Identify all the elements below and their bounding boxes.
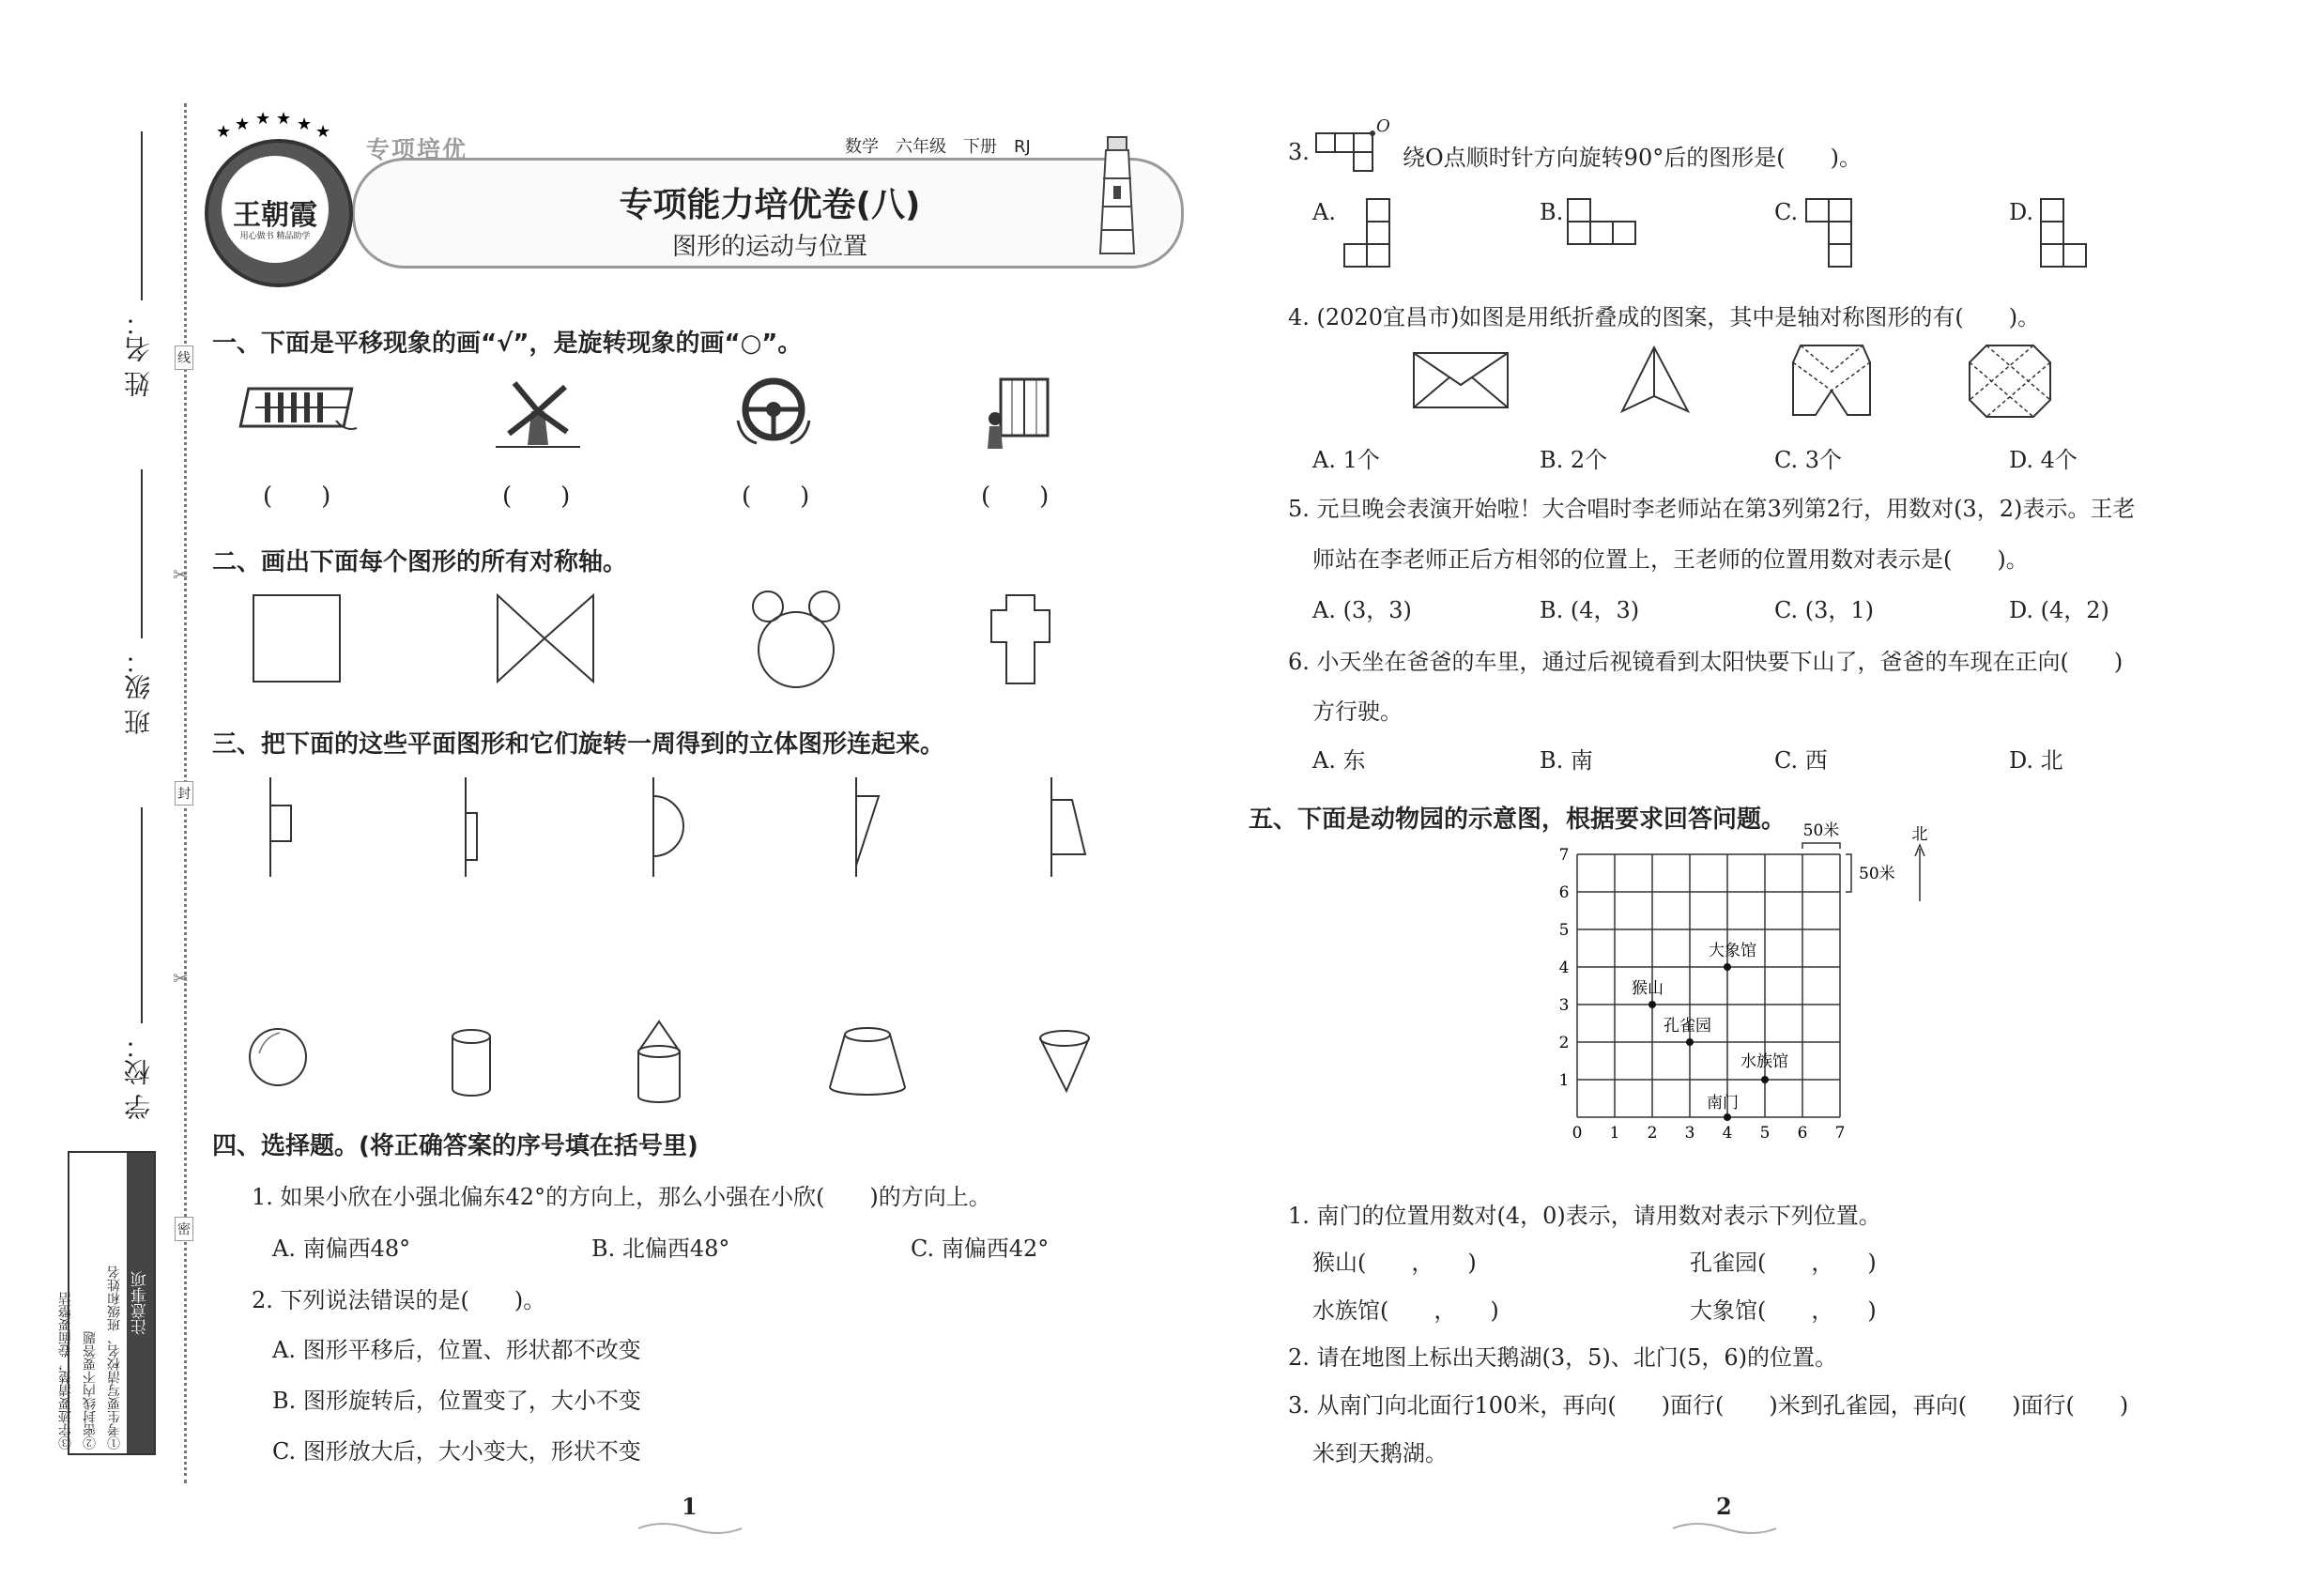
envelope-figure: [1412, 351, 1510, 411]
option-a[interactable]: A. 图形平移后，位置、形状都不改变: [272, 1337, 641, 1363]
class-underline: [141, 469, 143, 638]
option-b[interactable]: B. 北偏西48°: [591, 1235, 730, 1262]
question-4-5: 5. 元旦晚会表演开始啦！大合唱时李老师站在第3列第2行，用数对(3，2)表示。王老: [1288, 496, 2136, 522]
option-c[interactable]: C.: [1774, 199, 1799, 225]
y-tick-label: 7: [1558, 846, 1570, 865]
notice-box: [58, 1151, 156, 1455]
scale-label-horizontal: 50米: [1802, 821, 1840, 840]
svg-text:★: ★: [216, 122, 232, 142]
x-tick-label: 3: [1684, 1124, 1695, 1143]
svg-text:★: ★: [235, 115, 251, 134]
question-5-1: 1. 南门的位置用数对(4，0)表示，请用数对表示下列位置。: [1288, 1203, 1881, 1229]
place-dot: [1724, 1113, 1731, 1121]
x-tick-label: 1: [1609, 1124, 1620, 1143]
svg-text:★: ★: [255, 109, 271, 129]
answer-peacock-garden[interactable]: 孔雀园( ， ): [1690, 1250, 1877, 1276]
option-c[interactable]: C. 西: [1774, 747, 1828, 774]
option-a[interactable]: A. 东: [1312, 747, 1366, 774]
x-tick-label: 0: [1572, 1124, 1583, 1143]
solid-frustum[interactable]: [826, 1025, 911, 1100]
y-tick-label: 2: [1558, 1034, 1570, 1052]
answer-blank[interactable]: ( ): [742, 483, 810, 511]
option-c[interactable]: C. 南偏西42°: [911, 1235, 1050, 1262]
x-tick-label: 2: [1647, 1124, 1658, 1143]
q3-option-b-figure[interactable]: [1566, 197, 1650, 253]
svg-text:★: ★: [276, 109, 292, 129]
seal-mark-3: 密: [175, 1217, 193, 1241]
option-c[interactable]: C. (3，1): [1774, 597, 1875, 623]
seal-mark-2: 封: [175, 781, 193, 806]
logo-stars: [216, 109, 338, 143]
question-4-4: 4. (2020宜昌市)如图是用纸折叠成的图案，其中是轴对称图形的有( )。: [1288, 304, 2041, 330]
plane-shape-semicircle[interactable]: [648, 775, 704, 879]
header-tag: 专项培优: [366, 136, 468, 163]
x-tick-label: 7: [1834, 1124, 1846, 1143]
bowtie-shape[interactable]: [496, 593, 595, 683]
option-d[interactable]: D. 北: [2009, 747, 2063, 774]
plane-shape-rectangle[interactable]: [263, 775, 300, 879]
folded-figure-4: [1968, 344, 2052, 419]
notice-title: 注意事项: [127, 1153, 154, 1453]
plane-shape-triangle[interactable]: [849, 775, 896, 879]
logo-sub: 用心做书 精品助学: [239, 232, 311, 241]
y-tick-label: 6: [1558, 883, 1570, 902]
question-4-1: 1. 如果小欣在小强北偏东42°的方向上，那么小强在小欣( )的方向上。: [252, 1184, 991, 1210]
y-tick-label: 5: [1558, 921, 1570, 940]
option-b[interactable]: B.: [1540, 199, 1564, 225]
square-shape[interactable]: [252, 593, 342, 683]
question-4-3: 绕O点顺时针方向旋转90°后的图形是( )。: [1403, 145, 1862, 171]
page-number-left: 1: [682, 1493, 698, 1520]
option-d[interactable]: D. (4，2): [2009, 597, 2109, 623]
north-label: 北: [1911, 825, 1928, 844]
notice-item: ②密封线内不要答题: [83, 1331, 98, 1450]
section2-heading: 二、画出下面每个图形的所有对称轴。: [212, 548, 628, 576]
question-4-3-number: 3.: [1288, 139, 1310, 165]
answer-elephant-house[interactable]: 大象馆( ， ): [1690, 1297, 1877, 1324]
svg-text:★: ★: [315, 122, 331, 142]
x-tick-label: 5: [1759, 1124, 1771, 1143]
x-tick-label: 6: [1797, 1124, 1808, 1143]
page-subtitle: 图形的运动与位置: [671, 233, 867, 261]
section5-heading: 五、下面是动物园的示意图，根据要求回答问题。: [1249, 806, 1786, 834]
y-tick-label: 4: [1558, 959, 1570, 977]
place-dot: [1686, 1038, 1694, 1046]
option-d[interactable]: D. 4个: [2009, 447, 2078, 473]
footer-ornament: [1673, 1519, 1776, 1538]
option-b[interactable]: B. 2个: [1540, 447, 1608, 473]
abacus-icon: [246, 383, 359, 439]
notice-item: ①考生要写清校名、班级和姓名: [107, 1266, 122, 1450]
section4-heading: 四、选择题。(将正确答案的序号填在括号里): [212, 1132, 698, 1160]
place-dot: [1761, 1076, 1769, 1083]
plane-shape-narrow-rectangle[interactable]: [458, 775, 496, 879]
question-5-2: 2. 请在地图上标出天鹅湖(3，5)、北门(5，6)的位置。: [1288, 1344, 1838, 1371]
steering-wheel-icon: [732, 374, 817, 449]
scale-bracket-vertical: [1846, 854, 1851, 892]
solid-cylinder[interactable]: [449, 1027, 496, 1102]
option-c[interactable]: C. 图形放大后，大小变大，形状不变: [272, 1438, 641, 1465]
lighthouse-icon: [1080, 131, 1155, 263]
class-label: 班 级：: [123, 648, 154, 735]
q3-option-c-figure[interactable]: [1801, 197, 1876, 272]
mouse-head-shape[interactable]: [749, 588, 843, 691]
place-label: 南门: [1707, 1094, 1739, 1113]
cross-shape[interactable]: [988, 593, 1053, 687]
q3-option-d-figure[interactable]: [2035, 197, 2110, 272]
place-label: 水族馆: [1740, 1052, 1788, 1071]
scale-bracket-horizontal: [1802, 843, 1840, 849]
place-label: 大象馆: [1709, 942, 1756, 960]
question-4-2: 2. 下列说法错误的是( )。: [252, 1287, 546, 1313]
place-label: 孔雀园: [1664, 1017, 1711, 1036]
answer-blank[interactable]: ( ): [981, 483, 1050, 511]
window-icon: [982, 376, 1057, 451]
page-title: 专项能力培优卷(八): [619, 186, 921, 224]
option-b[interactable]: B. 图形旋转后，位置变了，大小不变: [272, 1388, 641, 1414]
y-tick-label: 3: [1558, 996, 1570, 1015]
answer-blank[interactable]: ( ): [502, 483, 571, 511]
option-b[interactable]: B. 南: [1540, 747, 1593, 774]
solid-cylinder-cone[interactable]: [635, 1020, 685, 1110]
page-number-right: 2: [1716, 1493, 1732, 1520]
seal-mark-1: 线: [175, 345, 193, 370]
q3-point-label: O: [1376, 116, 1390, 136]
question-5-3: 3. 从南门向北面行100米，再向( )面行( )米到孔雀园，再向( )面行( ): [1288, 1392, 2129, 1419]
school-underline: [141, 807, 143, 1023]
name-label: 姓 名：: [123, 310, 154, 397]
logo-text: 王朝霞: [233, 199, 317, 232]
plane-shape-trapezoid[interactable]: [1044, 775, 1100, 879]
place-dot: [1724, 963, 1731, 971]
scale-label-vertical: 50米: [1859, 865, 1895, 883]
section3-heading: 三、把下面的这些平面图形和它们旋转一周得到的立体图形连起来。: [212, 730, 945, 759]
answer-blank[interactable]: ( ): [263, 483, 331, 511]
question-4-6-cont: 方行驶。: [1312, 698, 1403, 725]
question-4-6: 6. 小天坐在爸爸的车里，通过后视镜看到太阳快要下山了，爸爸的车现在正向( ): [1288, 649, 2124, 675]
place-label: 猴山: [1632, 979, 1664, 998]
question-5-3-cont: 米到天鹅湖。: [1312, 1440, 1448, 1466]
answer-monkey-hill[interactable]: 猴山( ， ): [1312, 1250, 1477, 1276]
x-tick-label: 4: [1722, 1124, 1733, 1143]
solid-sphere[interactable]: [246, 1025, 312, 1091]
scissor-icon: ✂: [173, 967, 189, 990]
footer-ornament: [638, 1519, 742, 1538]
solid-cone-inverted[interactable]: [1038, 1029, 1095, 1095]
header-meta: 数学 六年级 下册 RJ: [845, 137, 1031, 157]
school-label: 学 校：: [123, 1033, 154, 1120]
windmill-icon: [496, 374, 580, 449]
q3-option-a-figure[interactable]: [1339, 197, 1414, 272]
zoo-map: [1502, 821, 1928, 1192]
option-a[interactable]: A. 南偏西48°: [272, 1235, 411, 1262]
option-b[interactable]: B. (4，3): [1540, 597, 1640, 623]
option-c[interactable]: C. 3个: [1774, 447, 1843, 473]
logo: [205, 139, 353, 287]
name-underline: [141, 131, 143, 300]
option-a[interactable]: A. 1个: [1312, 447, 1380, 473]
option-d[interactable]: D.: [2009, 199, 2034, 225]
kite-figure: [1617, 345, 1692, 417]
place-dot: [1648, 1001, 1656, 1008]
notice-item: ③字迹要清楚，卷面要整洁: [58, 1292, 73, 1450]
svg-text:★: ★: [297, 115, 313, 134]
scissor-icon: ✂: [173, 563, 189, 586]
question-4-5-cont: 师站在李老师正后方相邻的位置上，王老师的位置用数对表示是( )。: [1312, 546, 2029, 573]
option-a[interactable]: A.: [1312, 199, 1336, 225]
section1-heading: 一、下面是平移现象的画“√”，是旋转现象的画“○”。: [212, 330, 803, 358]
y-tick-label: 1: [1558, 1071, 1570, 1090]
answer-aquarium[interactable]: 水族馆( ， ): [1312, 1297, 1499, 1324]
option-a[interactable]: A. (3，3): [1312, 597, 1412, 623]
folded-figure-3: [1791, 344, 1872, 419]
